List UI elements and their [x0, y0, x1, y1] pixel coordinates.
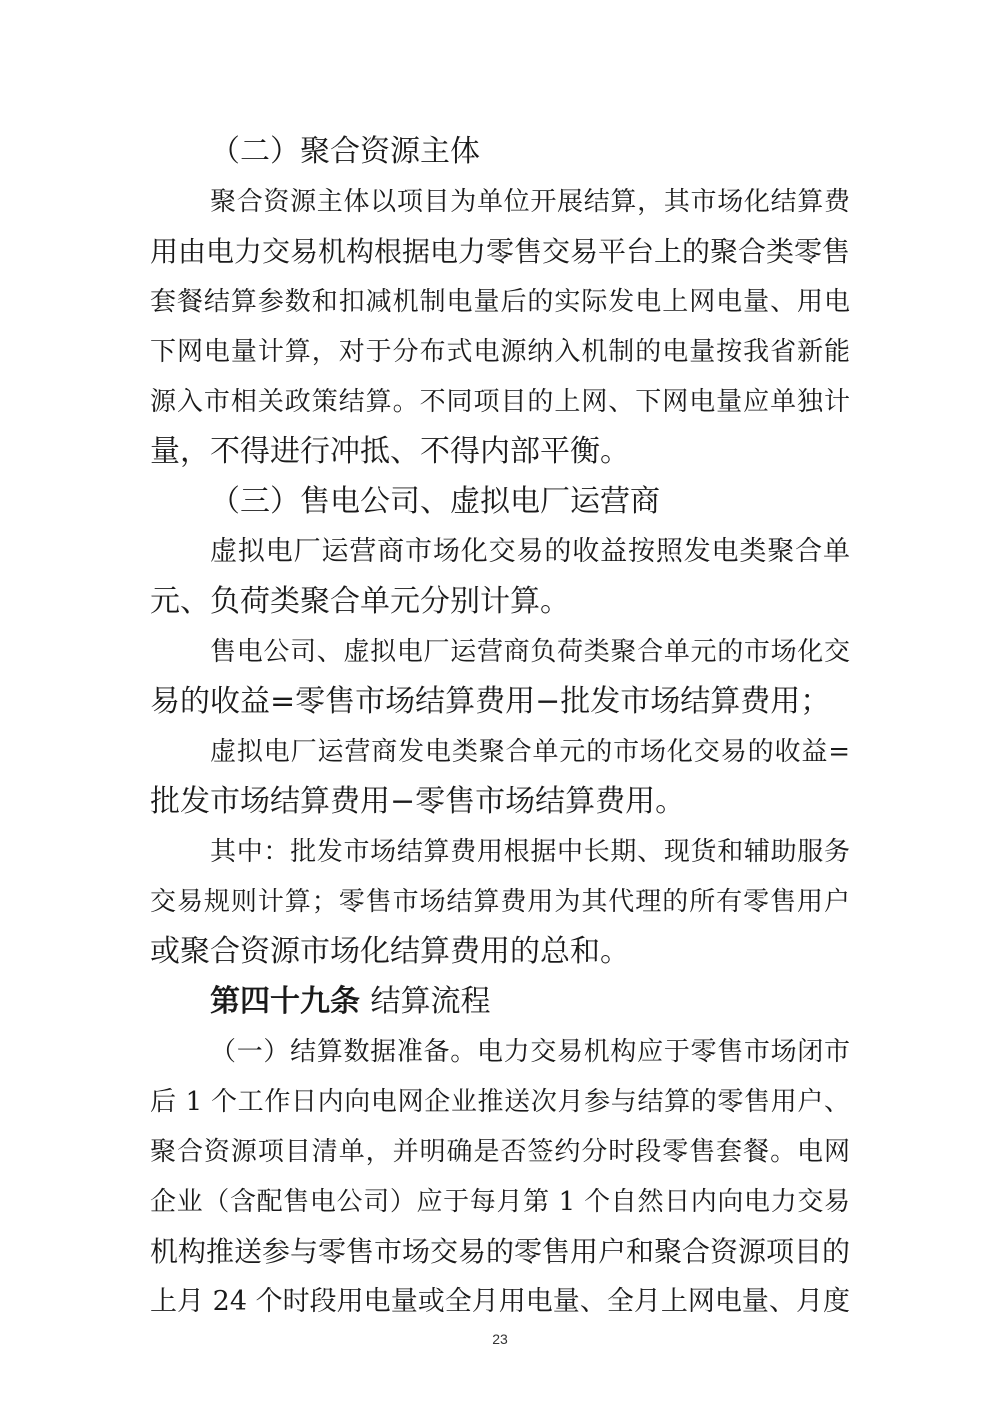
paragraph-line: 元、负荷类聚合单元分别计算。 [150, 584, 570, 619]
paragraph-line: 套餐结算参数和扣减机制电量后的实际发电上网电量、用电 [150, 287, 850, 317]
paragraph-line: 聚合资源项目清单，并明确是否签约分时段零售套餐。电网 [150, 1137, 850, 1167]
paragraph-line: 下网电量计算，对于分布式电源纳入机制的电量按我省新能 [150, 337, 850, 367]
paragraph-line: （一）结算数据准备。电力交易机构应于零售市场闭市 [210, 1037, 850, 1067]
paragraph-line: 虚拟电厂运营商发电类聚合单元的市场化交易的收益= [210, 737, 850, 767]
article-number: 第四十九条 [210, 984, 360, 1019]
paragraph-line: 后 1 个工作日内向电网企业推送次月参与结算的零售用户、 [150, 1087, 850, 1117]
page-number: 23 [492, 1331, 508, 1347]
paragraph-line: 其中：批发市场结算费用根据中长期、现货和辅助服务 [210, 837, 850, 867]
paragraph-line: 批发市场结算费用−零售市场结算费用。 [150, 784, 686, 819]
paragraph-line: 机构推送参与零售市场交易的零售用户和聚合资源项目的 [150, 1235, 851, 1268]
article-title: 结算流程 [370, 984, 491, 1019]
section-heading-aggregated-resources: （二）聚合资源主体 [210, 134, 480, 169]
paragraph-line: 售电公司、虚拟电厂运营商负荷类聚合单元的市场化交 [210, 637, 850, 667]
section-heading-retailers-vpp: （三）售电公司、虚拟电厂运营商 [210, 484, 660, 519]
paragraph-line: 易的收益=零售市场结算费用−批发市场结算费用； [150, 684, 831, 719]
paragraph-line: 交易规则计算；零售市场结算费用为其代理的所有零售用户 [150, 887, 850, 917]
paragraph-line: 企业（含配售电公司）应于每月第 1 个自然日内向电力交易 [150, 1187, 850, 1217]
paragraph-line: 虚拟电厂运营商市场化交易的收益按照发电类聚合单 [210, 536, 850, 567]
paragraph-line: 或聚合资源市场化结算费用的总和。 [150, 934, 630, 969]
article-heading [210, 982, 850, 1022]
paragraph-line: 聚合资源主体以项目为单位开展结算，其市场化结算费 [210, 187, 850, 217]
paragraph-line: 源入市相关政策结算。不同项目的上网、下网电量应单独计 [150, 387, 850, 417]
paragraph-line: 量，不得进行冲抵、不得内部平衡。 [150, 434, 630, 469]
paragraph-line: 上月 24 个时段用电量或全月用电量、全月上网电量、月度 [150, 1286, 850, 1317]
paragraph-line: 用由电力交易机构根据电力零售交易平台上的聚合类零售 [150, 235, 851, 268]
